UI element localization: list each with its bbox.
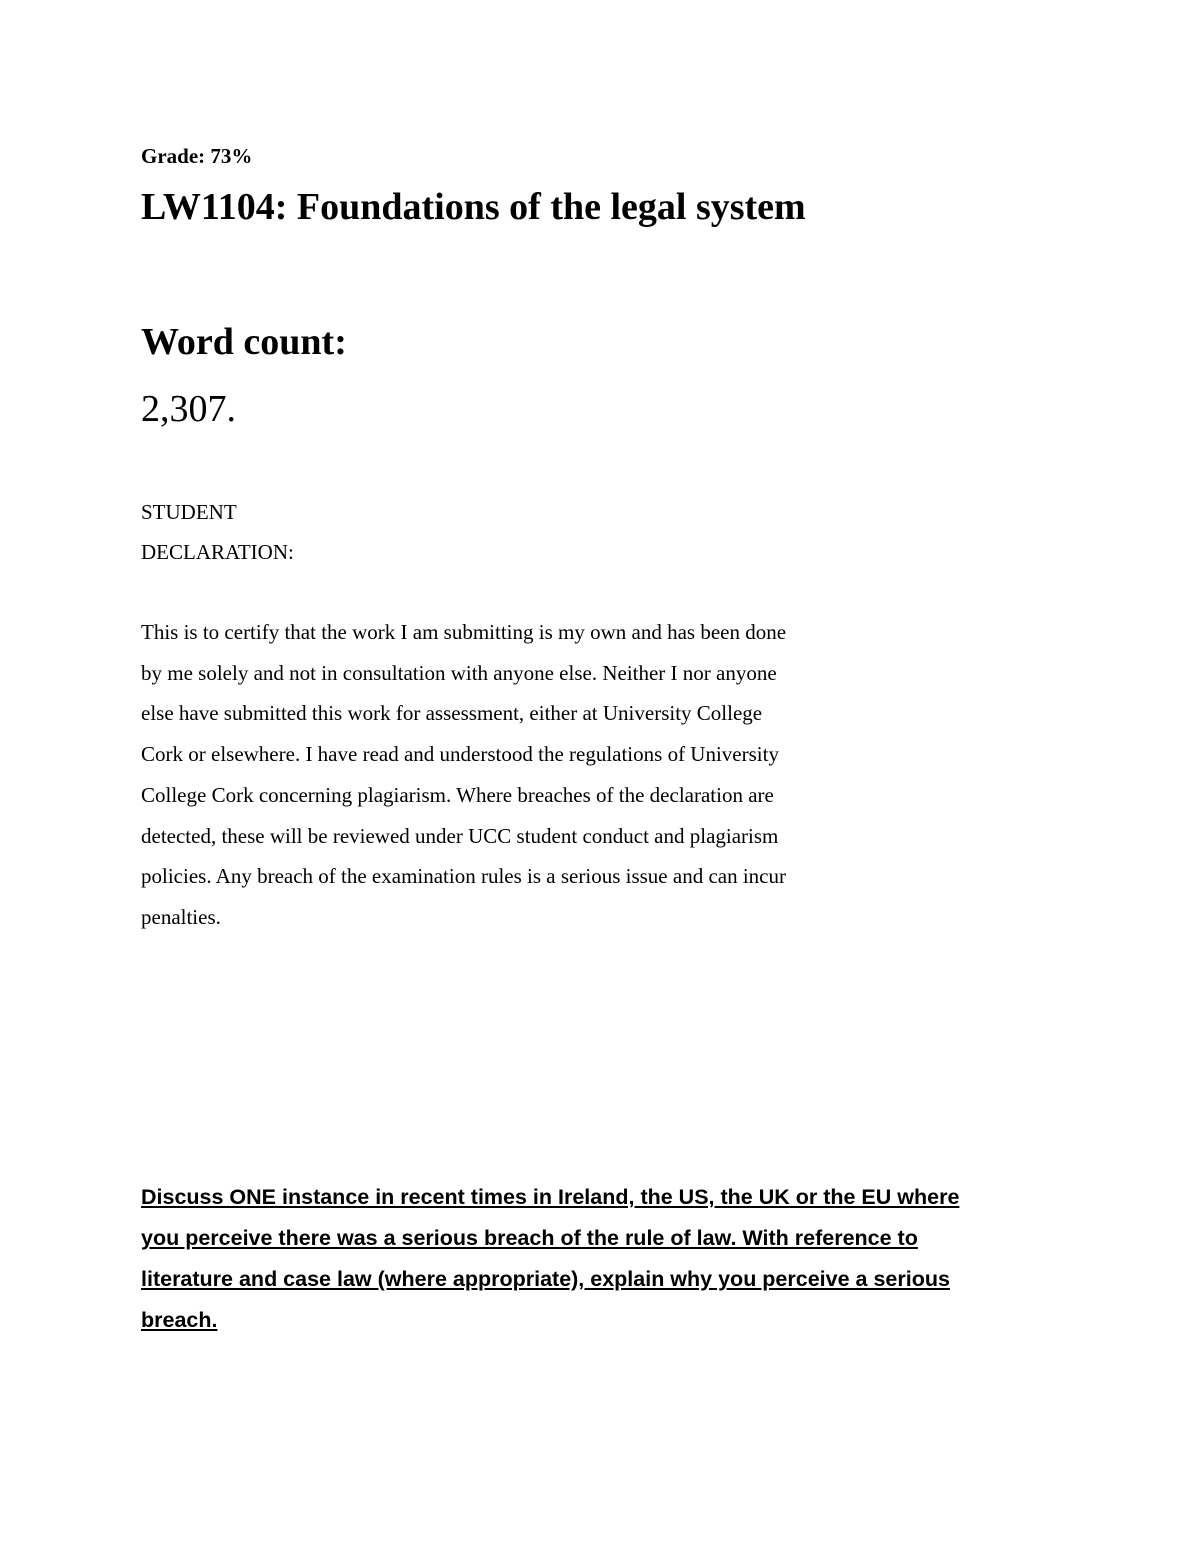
declaration-heading-line: DECLARATION: bbox=[141, 540, 294, 564]
question-line: you perceive there was a serious breach of the rule of law. With reference to bbox=[141, 1226, 918, 1250]
question-line: breach. bbox=[141, 1308, 218, 1332]
word-count-label: Word count: bbox=[141, 321, 347, 363]
word-count-value: 2,307. bbox=[141, 388, 236, 430]
declaration-line: penalties. bbox=[141, 904, 221, 929]
declaration-heading-line: STUDENT bbox=[141, 500, 237, 524]
essay-question bbox=[141, 1177, 1071, 1341]
declaration-line: policies. Any breach of the examination rules is a serious issue and can incur bbox=[141, 864, 786, 889]
question-line: literature and case law (where appropriate), explain why you perceive a serious bbox=[141, 1267, 950, 1291]
declaration-line: This is to certify that the work I am submitting is my own and has been done bbox=[141, 620, 787, 644]
declaration-heading bbox=[141, 492, 401, 572]
declaration-line: by me solely and not in consultation with anyone else. Neither I nor anyone bbox=[141, 660, 777, 685]
declaration-line: College Cork concerning plagiarism. Where breaches of the declaration are bbox=[141, 782, 774, 807]
question-line: Discuss ONE instance in recent times in Ireland, the US, the UK or the EU where bbox=[141, 1185, 960, 1209]
grade-text: Grade: 73% bbox=[141, 144, 253, 168]
document-title: LW1104: Foundations of the legal system bbox=[141, 186, 806, 228]
declaration-line: else have submitted this work for assessment, either at University College bbox=[141, 701, 763, 726]
declaration-body bbox=[141, 612, 921, 938]
declaration-line: Cork or elsewhere. I have read and understood the regulations of University bbox=[141, 742, 779, 767]
declaration-line: detected, these will be reviewed under UCC student conduct and plagiarism bbox=[141, 823, 779, 848]
